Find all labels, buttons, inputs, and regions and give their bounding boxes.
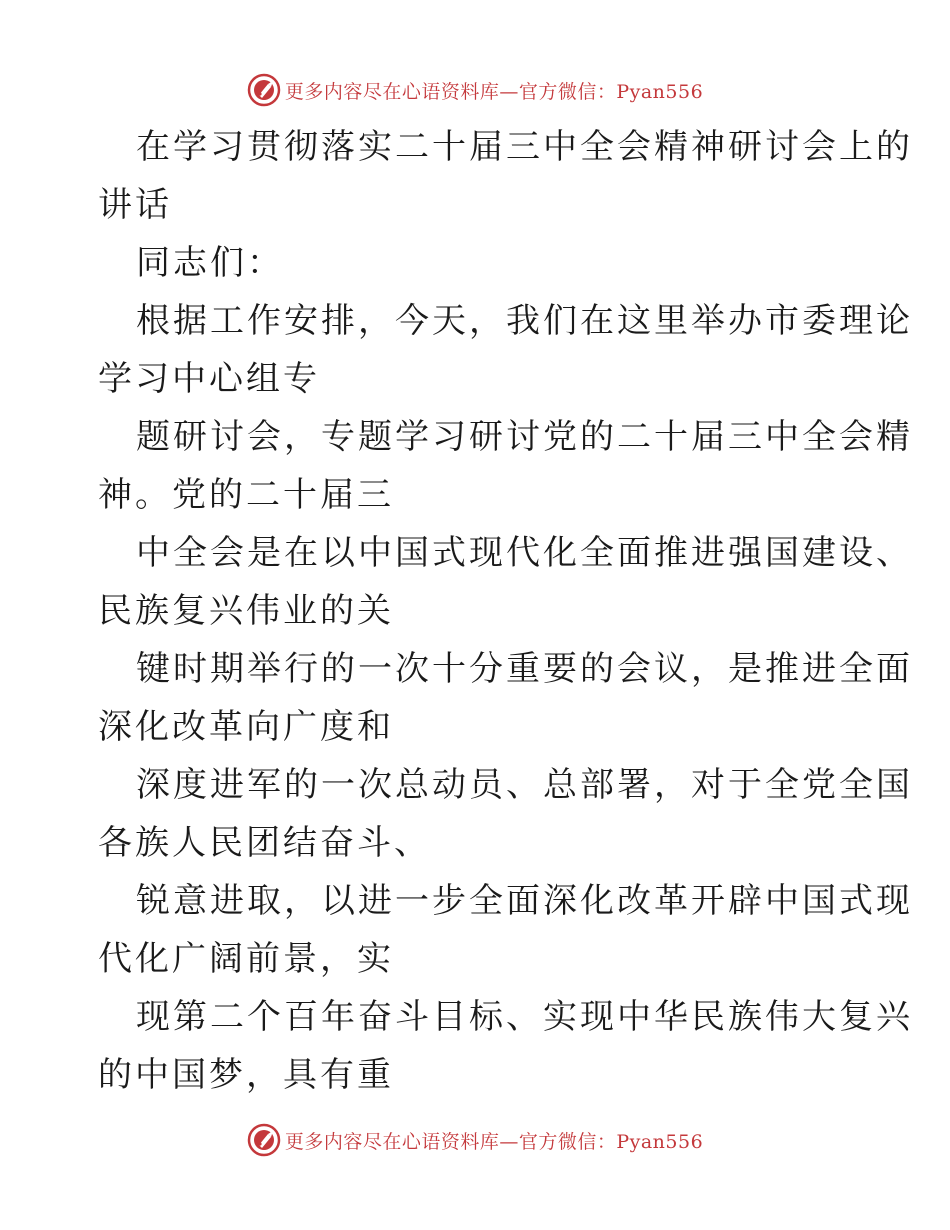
pen-nib-logo-icon [247,73,281,107]
paragraph-line: 深度进军的一次总动员、总部署，对于全党全国 [136,765,913,805]
paragraph-line: 学习中心组专 [98,359,320,399]
paragraph-line: 同志们： [136,243,284,283]
paragraph-line: 的中国梦，具有重 [98,1055,394,1095]
header-banner-text: 更多内容尽在心语资料库—官方微信：Pyan556 [284,80,704,103]
header-banner-inner [247,73,703,107]
paragraph-line: 代化广阔前景，实 [98,939,394,979]
footer-banner-inner [247,1123,703,1157]
footer-banner-text: 更多内容尽在心语资料库—官方微信：Pyan556 [284,1130,704,1153]
document-body [98,118,913,1104]
paragraph-line: 深化改革向广度和 [98,707,394,747]
paragraph-line: 键时期举行的一次十分重要的会议，是推进全面 [136,649,913,689]
footer-banner [0,1120,950,1160]
paragraph-line: 题研讨会，专题学习研讨党的二十届三中全会精 [136,417,913,457]
paragraph-line: 锐意进取，以进一步全面深化改革开辟中国式现 [136,881,913,921]
header-banner [0,70,950,110]
paragraph-line: 讲话 [98,185,172,225]
paragraph-line: 在学习贯彻落实二十届三中全会精神研讨会上的 [136,127,913,167]
paragraph-line: 神。党的二十届三 [98,475,394,515]
pen-nib-logo-icon [247,1123,281,1157]
paragraph-line: 根据工作安排，今天，我们在这里举办市委理论 [136,301,913,341]
paragraph-line: 民族复兴伟业的关 [98,591,394,631]
paragraph-line: 现第二个百年奋斗目标、实现中华民族伟大复兴 [136,997,913,1037]
paragraph-line: 中全会是在以中国式现代化全面推进强国建设、 [136,533,913,573]
paragraph-line: 各族人民团结奋斗、 [98,823,431,863]
